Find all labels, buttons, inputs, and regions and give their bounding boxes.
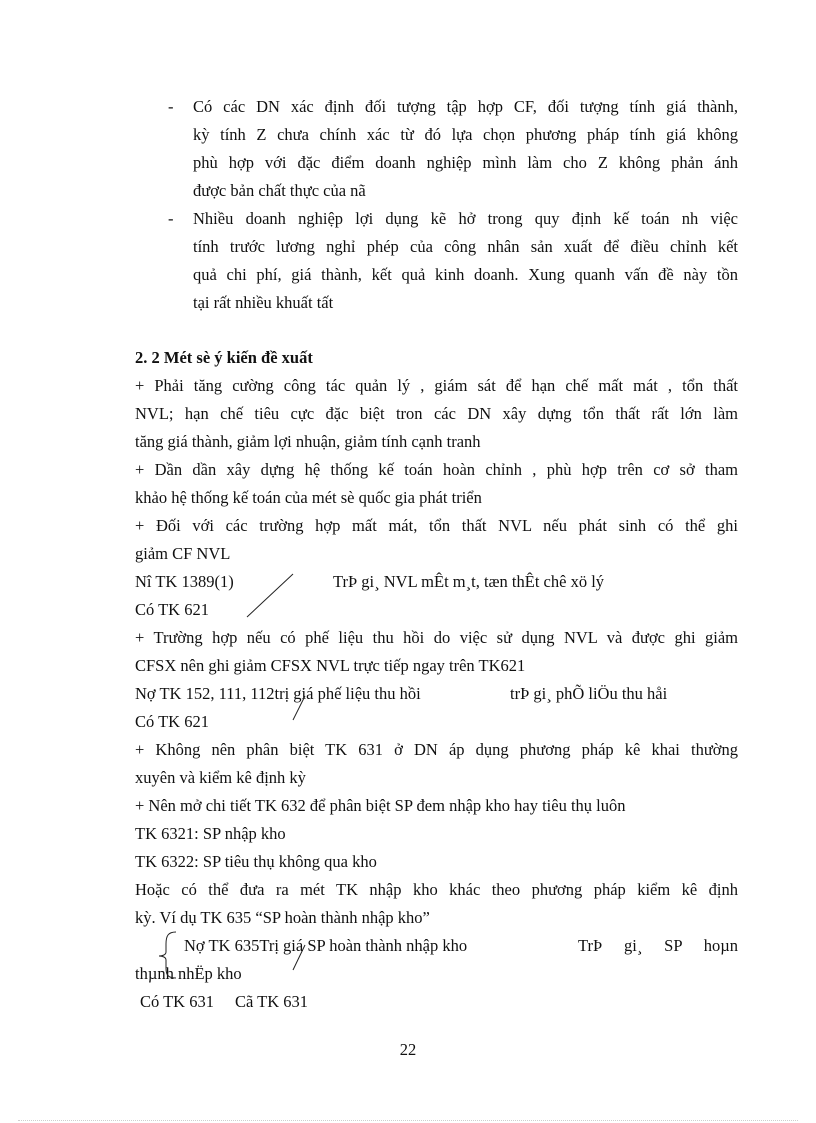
journal-credit: Có TK 631 — [140, 992, 214, 1011]
paragraph-line: + Nên mở chi tiết TK 632 để phân biệt SP đem nhập kho hay tiêu thụ luôn — [135, 796, 626, 815]
journal-note-garbled: trÞ gi¸ phÕ liÖu thu håi — [510, 684, 668, 703]
journal-note-garbled: TrÞ gi¸ NVL mÊt m¸t, tæn thÊt chê xö lý — [333, 572, 605, 591]
page-bottom-rule — [18, 1120, 798, 1121]
paragraph-line: CFSX nên ghi giảm CFSX NVL trực tiếp ngay trên TK621 — [135, 656, 526, 675]
diagonal-mark — [293, 945, 305, 970]
diagonal-mark — [293, 696, 305, 720]
page-number: 22 — [399, 1040, 417, 1059]
brace-mark — [159, 932, 176, 978]
paragraph-line: + Phải tăng cường công tác quản lý , giám sát để hạn chế mất mát , tổn thất — [135, 376, 738, 395]
bullet-1-line-1: Có các DN xác định đối tượng tập hợp CF, đối tượng tính giá thành, — [193, 97, 738, 116]
paragraph-line: tăng giá thành, giảm lợi nhuận, giảm tính cạnh tranh — [135, 432, 481, 451]
account-line: TK 6321: SP nhập kho — [135, 824, 286, 843]
bullet-1-line-3: phù hợp với đặc điểm doanh nghiệp mình làm cho Z không phản ánh — [193, 153, 738, 172]
paragraph-line: NVL; hạn chế tiêu cực đặc biệt tron các DN xây dựng tổn thất rất lớn làm — [135, 404, 738, 423]
bullet-2-line-1: Nhiều doanh nghiệp lợi dụng kẽ hở trong quy định kế toán nh việc — [193, 209, 738, 228]
paragraph-line: + Trường hợp nếu có phế liệu thu hồi do việc sử dụng NVL và được ghi giảm — [135, 628, 738, 647]
journal-credit: Có TK 621 — [135, 600, 209, 619]
journal-debit: Nî TK 1389(1) — [135, 572, 234, 591]
journal-debit: Nợ TK 152, 111, 112trị giá phế liệu thu hồi — [135, 684, 421, 703]
journal-note-garbled: thµnh nhËp kho — [135, 964, 242, 983]
paragraph-line: khảo hệ thống kế toán của mét sè quốc gia phát triển — [135, 488, 482, 507]
bullet-2-line-4: tại rất nhiều khuất tất — [193, 293, 334, 312]
paragraph-line: kỳ. Ví dụ TK 635 “SP hoàn thành nhập kho” — [135, 908, 430, 927]
journal-debit: Nợ TK 635Trị giá SP hoàn thành nhập kho — [184, 936, 468, 955]
section-heading: 2. 2 Mét sè ý kiến đề xuất — [135, 348, 313, 367]
account-line: TK 6322: SP tiêu thụ không qua kho — [135, 852, 377, 871]
bullet-2-line-3: quả chi phí, giá thành, kết quả kinh doanh. Xung quanh vấn đề này tồn — [193, 265, 738, 284]
bullet-marker: - — [168, 97, 174, 116]
paragraph-line: + Đối với các trường hợp mất mát, tổn thất NVL nếu phát sinh có thể ghi — [135, 516, 738, 535]
journal-note-garbled: TrÞ gi¸ SP hoµn — [578, 936, 738, 955]
bullet-1-line-2: kỳ tính Z chưa chính xác từ đó lựa chọn phương pháp tính giá không — [193, 125, 738, 144]
bullet-1-line-4: được bản chất thực của nã — [193, 181, 366, 200]
paragraph-line: Hoặc có thể đưa ra mét TK nhập kho khác theo phương pháp kiểm kê định — [135, 880, 738, 899]
paragraph-line: giảm CF NVL — [135, 544, 231, 563]
paragraph-line: + Dần dần xây dựng hệ thống kế toán hoàn chỉnh , phù hợp trên cơ sở tham — [135, 460, 738, 479]
bullet-2-line-2: tính trước lương nghỉ phép của công nhân sản xuất để điều chỉnh kết — [193, 237, 738, 256]
paragraph-line: xuyên và kiểm kê định kỳ — [135, 768, 306, 787]
paragraph-line: + Không nên phân biệt TK 631 ở DN áp dụng phương pháp kê khai thường — [135, 740, 738, 759]
bullet-marker: - — [168, 209, 174, 228]
diagonal-mark — [247, 574, 293, 617]
journal-credit: Có TK 621 — [135, 712, 209, 731]
journal-credit-garbled: Cã TK 631 — [235, 992, 309, 1011]
